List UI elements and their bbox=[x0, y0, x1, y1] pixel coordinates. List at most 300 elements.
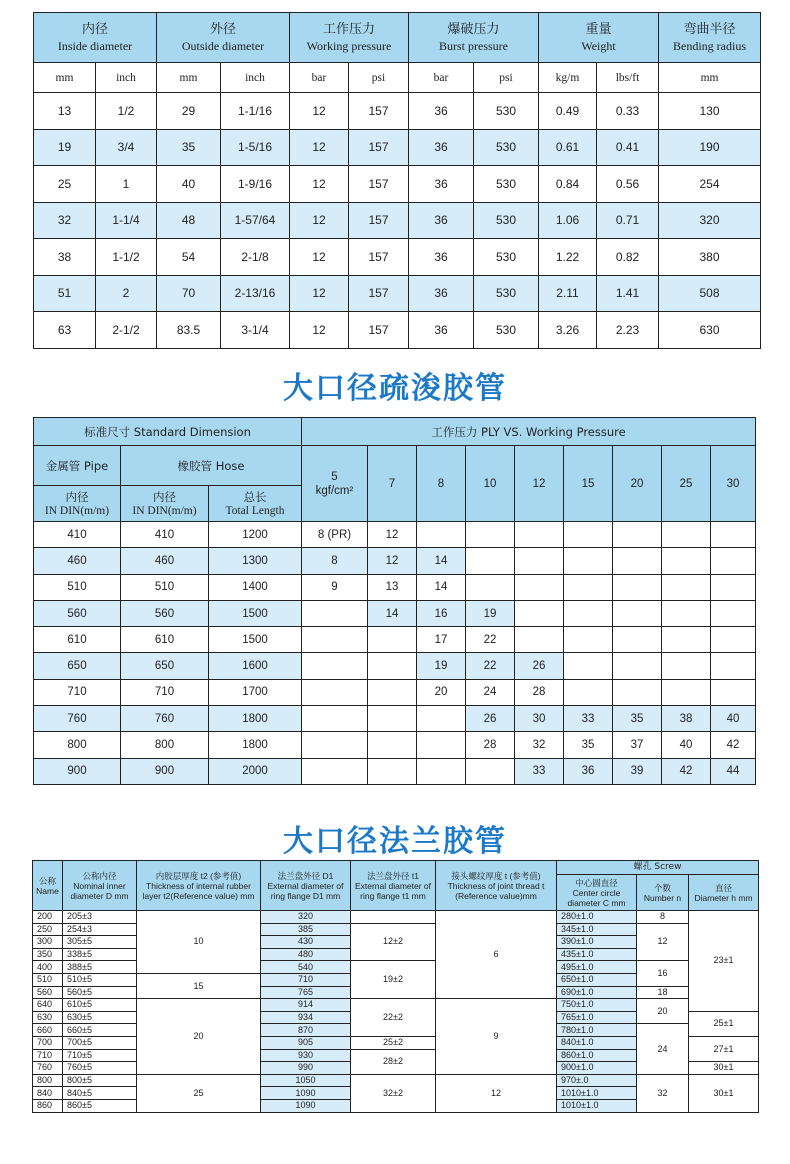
table-cell: 33 bbox=[515, 758, 564, 784]
table-cell bbox=[466, 758, 515, 784]
table-cell: 1400 bbox=[209, 574, 302, 600]
header-inside-diameter: 内径 Inside diameter bbox=[34, 13, 157, 63]
table-cell: 83.5 bbox=[157, 312, 221, 349]
table-cell: 12 bbox=[290, 129, 349, 166]
center-circle-cell: 280±1.0 bbox=[557, 911, 637, 924]
table-cell: 39 bbox=[613, 758, 662, 784]
table-cell: 1500 bbox=[209, 600, 302, 626]
pressure-header: 20 bbox=[613, 446, 662, 522]
center-circle-cell: 650±1.0 bbox=[557, 973, 637, 986]
table-cell: 1-1/16 bbox=[221, 93, 290, 130]
table-cell bbox=[613, 653, 662, 679]
table-cell bbox=[564, 522, 613, 548]
rubber-thickness-cell: 25 bbox=[137, 1074, 261, 1112]
table-cell: 1800 bbox=[209, 732, 302, 758]
header-hose-inner-diameter: 内径 IN DIN(m/m) bbox=[121, 486, 209, 522]
hole-number-cell: 12 bbox=[637, 923, 689, 961]
table-cell: 530 bbox=[474, 93, 539, 130]
nominal-cell: 254±3 bbox=[63, 923, 137, 936]
table-cell: 12 bbox=[290, 275, 349, 312]
flange-diameter-cell: 480 bbox=[261, 948, 351, 961]
table-cell: 3/4 bbox=[96, 129, 157, 166]
table-cell: 0.84 bbox=[539, 166, 597, 203]
name-cell: 400 bbox=[33, 961, 63, 974]
table-cell bbox=[662, 522, 711, 548]
table-cell: 1-57/64 bbox=[221, 202, 290, 239]
table-cell: 157 bbox=[349, 275, 409, 312]
table-cell: 157 bbox=[349, 312, 409, 349]
table-cell: 530 bbox=[474, 129, 539, 166]
table-row bbox=[34, 522, 756, 548]
center-circle-cell: 345±1.0 bbox=[557, 923, 637, 936]
table-cell: 35 bbox=[613, 706, 662, 732]
table-cell: 38 bbox=[34, 239, 96, 276]
table-cell: 190 bbox=[659, 129, 761, 166]
table-cell: 30 bbox=[515, 706, 564, 732]
table-cell: 8 bbox=[302, 548, 368, 574]
table-row bbox=[34, 574, 756, 600]
table-cell: 40 bbox=[711, 706, 756, 732]
table-cell bbox=[417, 522, 466, 548]
table-cell: 54 bbox=[157, 239, 221, 276]
table-cell bbox=[368, 732, 417, 758]
table-cell: 1.06 bbox=[539, 202, 597, 239]
table-cell bbox=[564, 600, 613, 626]
center-circle-cell: 495±1.0 bbox=[557, 961, 637, 974]
hole-number-cell: 32 bbox=[637, 1074, 689, 1112]
hole-number-cell: 24 bbox=[637, 1024, 689, 1074]
name-cell: 250 bbox=[33, 923, 63, 936]
table-cell: 51 bbox=[34, 275, 96, 312]
name-cell: 630 bbox=[33, 1011, 63, 1024]
table-cell: 157 bbox=[349, 129, 409, 166]
center-circle-cell: 840±1.0 bbox=[557, 1036, 637, 1049]
table-cell: 22 bbox=[466, 653, 515, 679]
pressure-header: 8 bbox=[417, 446, 466, 522]
unit-cell: bar bbox=[409, 63, 474, 93]
center-circle-cell: 690±1.0 bbox=[557, 986, 637, 999]
table-cell bbox=[302, 732, 368, 758]
unit-cell: kg/m bbox=[539, 63, 597, 93]
flange-diameter-cell: 905 bbox=[261, 1036, 351, 1049]
header-rubber-thickness: 内胶层厚度 t2 (参考值) Thickness of internal rubber layer t2(Reference value) mm bbox=[137, 861, 261, 911]
hole-diameter-cell: 30±1 bbox=[689, 1074, 759, 1112]
header-total-length: 总长 Total Length bbox=[209, 486, 302, 522]
flange-thickness-cell: 32±2 bbox=[351, 1074, 436, 1112]
table-cell bbox=[711, 679, 756, 705]
table-cell: 38 bbox=[662, 706, 711, 732]
table-cell bbox=[368, 653, 417, 679]
center-circle-cell: 750±1.0 bbox=[557, 999, 637, 1012]
table-cell: 26 bbox=[466, 706, 515, 732]
header-nominal-diameter: 公称内径 Nominal inner diameter D mm bbox=[63, 861, 137, 911]
name-cell: 640 bbox=[33, 999, 63, 1012]
section-title-dredging-hose: 大口径疏浚胶管 bbox=[283, 371, 507, 406]
table-cell bbox=[711, 522, 756, 548]
header-hole-diameter: 直径 Diameter h mm bbox=[689, 875, 759, 911]
table-cell: 650 bbox=[121, 653, 209, 679]
table-cell: 508 bbox=[659, 275, 761, 312]
table-cell: 12 bbox=[368, 522, 417, 548]
table-cell: 1-1/2 bbox=[96, 239, 157, 276]
table-cell bbox=[302, 758, 368, 784]
table-cell: 36 bbox=[409, 129, 474, 166]
table-cell bbox=[711, 600, 756, 626]
table-cell bbox=[613, 522, 662, 548]
name-cell: 800 bbox=[33, 1074, 63, 1087]
rubber-thickness-cell: 15 bbox=[137, 973, 261, 998]
table-cell: 510 bbox=[34, 574, 121, 600]
table-cell: 254 bbox=[659, 166, 761, 203]
table-cell: 2.23 bbox=[597, 312, 659, 349]
table-cell: 710 bbox=[34, 679, 121, 705]
table-row bbox=[34, 129, 761, 166]
table-cell bbox=[613, 600, 662, 626]
table-cell bbox=[711, 627, 756, 653]
table-cell: 1800 bbox=[209, 706, 302, 732]
table-cell: 36 bbox=[409, 275, 474, 312]
pressure-header: 25 bbox=[662, 446, 711, 522]
unit-cell: mm bbox=[659, 63, 761, 93]
table-row bbox=[34, 653, 756, 679]
table-cell bbox=[711, 574, 756, 600]
table-row bbox=[34, 548, 756, 574]
table-cell bbox=[417, 758, 466, 784]
table-cell: 37 bbox=[613, 732, 662, 758]
table-cell: 560 bbox=[34, 600, 121, 626]
table-cell: 19 bbox=[34, 129, 96, 166]
table-cell bbox=[662, 574, 711, 600]
table-cell bbox=[302, 706, 368, 732]
table-cell: 130 bbox=[659, 93, 761, 130]
center-circle-cell: 765±1.0 bbox=[557, 1011, 637, 1024]
flange-diameter-cell: 934 bbox=[261, 1011, 351, 1024]
dredging-hose-table bbox=[33, 417, 756, 785]
center-circle-cell: 970±.0 bbox=[557, 1074, 637, 1087]
table-cell: 35 bbox=[564, 732, 613, 758]
table-cell: 0.33 bbox=[597, 93, 659, 130]
flange-diameter-cell: 710 bbox=[261, 973, 351, 986]
flange-diameter-cell: 1090 bbox=[261, 1099, 351, 1112]
nominal-cell: 800±5 bbox=[63, 1074, 137, 1087]
table-cell: 32 bbox=[34, 202, 96, 239]
table-cell bbox=[564, 679, 613, 705]
name-cell: 710 bbox=[33, 1049, 63, 1062]
table-row bbox=[34, 627, 756, 653]
table-cell: 460 bbox=[34, 548, 121, 574]
header-flange-outer-diameter: 法兰盘外径 D1 External diameter of ring flange D1 mm bbox=[261, 861, 351, 911]
table-cell: 40 bbox=[157, 166, 221, 203]
table-cell: 710 bbox=[121, 679, 209, 705]
center-circle-cell: 1010±1.0 bbox=[557, 1087, 637, 1100]
hole-diameter-cell: 30±1 bbox=[689, 1062, 759, 1075]
header-number: 个数 Number n bbox=[637, 875, 689, 911]
header-bending-radius: 弯曲半径 Bending radius bbox=[659, 13, 761, 63]
hole-diameter-cell: 25±1 bbox=[689, 1011, 759, 1036]
name-cell: 350 bbox=[33, 948, 63, 961]
header-flange-thickness: 法兰盘外径 t1 External diameter of ring flange t1 mm bbox=[351, 861, 436, 911]
name-cell: 300 bbox=[33, 936, 63, 949]
table-cell: 12 bbox=[290, 166, 349, 203]
header-pipe: 金属管 Pipe bbox=[34, 446, 121, 486]
hole-number-cell: 18 bbox=[637, 986, 689, 999]
table-cell: 12 bbox=[290, 312, 349, 349]
table-cell: 157 bbox=[349, 239, 409, 276]
table-cell: 14 bbox=[417, 574, 466, 600]
table-cell: 12 bbox=[290, 202, 349, 239]
name-cell: 560 bbox=[33, 986, 63, 999]
table-cell: 36 bbox=[564, 758, 613, 784]
table-cell: 900 bbox=[34, 758, 121, 784]
flange-diameter-cell: 320 bbox=[261, 911, 351, 924]
table-cell: 1700 bbox=[209, 679, 302, 705]
table-cell: 12 bbox=[290, 239, 349, 276]
table-cell bbox=[564, 653, 613, 679]
table-cell: 33 bbox=[564, 706, 613, 732]
table-cell bbox=[368, 627, 417, 653]
flange-thickness-cell: 28±2 bbox=[351, 1049, 436, 1074]
name-cell: 660 bbox=[33, 1024, 63, 1037]
table-cell bbox=[662, 548, 711, 574]
flange-thickness-cell: 22±2 bbox=[351, 999, 436, 1037]
table-cell bbox=[515, 627, 564, 653]
table-cell: 1-9/16 bbox=[221, 166, 290, 203]
table-cell: 19 bbox=[466, 600, 515, 626]
table-cell: 530 bbox=[474, 275, 539, 312]
table-row bbox=[33, 1074, 759, 1087]
center-circle-cell: 435±1.0 bbox=[557, 948, 637, 961]
table-row bbox=[34, 679, 756, 705]
pressure-kgf-header: 5 kgf/cm² bbox=[302, 446, 368, 522]
table-cell: 1200 bbox=[209, 522, 302, 548]
table-cell: 63 bbox=[34, 312, 96, 349]
table-cell: 157 bbox=[349, 202, 409, 239]
unit-cell: psi bbox=[349, 63, 409, 93]
table-cell: 36 bbox=[409, 202, 474, 239]
table-row bbox=[34, 732, 756, 758]
nominal-cell: 338±5 bbox=[63, 948, 137, 961]
center-circle-cell: 390±1.0 bbox=[557, 936, 637, 949]
table-row bbox=[34, 93, 761, 130]
table-cell: 0.61 bbox=[539, 129, 597, 166]
table-cell: 320 bbox=[659, 202, 761, 239]
table-cell bbox=[302, 600, 368, 626]
unit-cell: inch bbox=[96, 63, 157, 93]
nominal-cell: 710±5 bbox=[63, 1049, 137, 1062]
table-cell bbox=[613, 574, 662, 600]
table-row bbox=[34, 706, 756, 732]
table-cell: 0.56 bbox=[597, 166, 659, 203]
flange-thickness-cell bbox=[351, 911, 436, 924]
hose-spec-table bbox=[33, 12, 761, 349]
table-cell bbox=[302, 679, 368, 705]
thread-thickness-cell: 12 bbox=[436, 1074, 557, 1112]
table-cell: 157 bbox=[349, 166, 409, 203]
table-cell: 460 bbox=[121, 548, 209, 574]
table-row bbox=[33, 911, 759, 924]
table-cell bbox=[302, 627, 368, 653]
flange-diameter-cell: 1050 bbox=[261, 1074, 351, 1087]
table-cell bbox=[613, 679, 662, 705]
table-cell: 17 bbox=[417, 627, 466, 653]
table-cell: 1/2 bbox=[96, 93, 157, 130]
nominal-cell: 760±5 bbox=[63, 1062, 137, 1075]
table-cell bbox=[564, 574, 613, 600]
table-cell: 157 bbox=[349, 93, 409, 130]
header-name: 公称 Name bbox=[33, 861, 63, 911]
table-cell bbox=[515, 548, 564, 574]
table-cell: 1300 bbox=[209, 548, 302, 574]
table-cell: 530 bbox=[474, 239, 539, 276]
unit-cell: psi bbox=[474, 63, 539, 93]
name-cell: 700 bbox=[33, 1036, 63, 1049]
table-cell: 380 bbox=[659, 239, 761, 276]
nominal-cell: 205±3 bbox=[63, 911, 137, 924]
flange-diameter-cell: 765 bbox=[261, 986, 351, 999]
table-cell bbox=[662, 600, 711, 626]
table-cell: 800 bbox=[121, 732, 209, 758]
table-cell: 630 bbox=[659, 312, 761, 349]
unit-cell: mm bbox=[34, 63, 96, 93]
table-cell: 42 bbox=[662, 758, 711, 784]
hole-diameter-cell: 27±1 bbox=[689, 1036, 759, 1061]
table-cell: 1600 bbox=[209, 653, 302, 679]
table-row bbox=[33, 999, 759, 1012]
nominal-cell: 660±5 bbox=[63, 1024, 137, 1037]
table-cell: 410 bbox=[34, 522, 121, 548]
table-cell: 2 bbox=[96, 275, 157, 312]
nominal-cell: 610±5 bbox=[63, 999, 137, 1012]
table-row bbox=[34, 202, 761, 239]
name-cell: 510 bbox=[33, 973, 63, 986]
table-cell bbox=[711, 653, 756, 679]
flange-thickness-cell: 19±2 bbox=[351, 961, 436, 999]
header-screw: 螺孔 Screw bbox=[557, 861, 759, 875]
table-cell: 610 bbox=[34, 627, 121, 653]
flange-diameter-cell: 430 bbox=[261, 936, 351, 949]
table-cell: 25 bbox=[34, 166, 96, 203]
table-cell: 1 bbox=[96, 166, 157, 203]
table-cell: 48 bbox=[157, 202, 221, 239]
nominal-cell: 840±5 bbox=[63, 1087, 137, 1100]
table-cell: 2.11 bbox=[539, 275, 597, 312]
table-cell: 2-13/16 bbox=[221, 275, 290, 312]
hole-number-cell: 20 bbox=[637, 999, 689, 1024]
table-cell: 760 bbox=[121, 706, 209, 732]
table-cell: 0.82 bbox=[597, 239, 659, 276]
name-cell: 840 bbox=[33, 1087, 63, 1100]
table-cell: 40 bbox=[662, 732, 711, 758]
table-cell: 560 bbox=[121, 600, 209, 626]
table-row bbox=[34, 239, 761, 276]
flange-thickness-cell: 25±2 bbox=[351, 1036, 436, 1049]
nominal-cell: 630±5 bbox=[63, 1011, 137, 1024]
table-cell bbox=[368, 706, 417, 732]
table-cell bbox=[368, 758, 417, 784]
table-cell: 12 bbox=[290, 93, 349, 130]
nominal-cell: 560±5 bbox=[63, 986, 137, 999]
table-cell: 800 bbox=[34, 732, 121, 758]
table-cell bbox=[711, 548, 756, 574]
flange-diameter-cell: 1090 bbox=[261, 1087, 351, 1100]
table-cell bbox=[515, 600, 564, 626]
table-row bbox=[34, 758, 756, 784]
unit-cell: mm bbox=[157, 63, 221, 93]
header-thread-thickness: 接头螺纹厚度 t (参考值) Thickness of joint thread t (Reference value)mm bbox=[436, 861, 557, 911]
table-cell: 2000 bbox=[209, 758, 302, 784]
table-cell: 13 bbox=[34, 93, 96, 130]
table-cell: 19 bbox=[417, 653, 466, 679]
table-cell: 8 (PR) bbox=[302, 522, 368, 548]
table-cell bbox=[662, 627, 711, 653]
table-cell: 1500 bbox=[209, 627, 302, 653]
pressure-header: 15 bbox=[564, 446, 613, 522]
header-standard-dimension: 标准尺寸 Standard Dimension bbox=[34, 418, 302, 446]
table-cell: 22 bbox=[466, 627, 515, 653]
unit-cell: inch bbox=[221, 63, 290, 93]
table-cell bbox=[564, 627, 613, 653]
table-cell: 20 bbox=[417, 679, 466, 705]
table-cell: 14 bbox=[417, 548, 466, 574]
table-cell: 24 bbox=[466, 679, 515, 705]
flange-diameter-cell: 914 bbox=[261, 999, 351, 1012]
nominal-cell: 510±5 bbox=[63, 973, 137, 986]
table-cell: 0.49 bbox=[539, 93, 597, 130]
table-cell bbox=[613, 627, 662, 653]
table-cell bbox=[302, 653, 368, 679]
pressure-header: 12 bbox=[515, 446, 564, 522]
nominal-cell: 700±5 bbox=[63, 1036, 137, 1049]
header-pipe-inner-diameter: 内径 IN DIN(m/m) bbox=[34, 486, 121, 522]
table-cell: 28 bbox=[466, 732, 515, 758]
table-cell: 900 bbox=[121, 758, 209, 784]
table-cell: 410 bbox=[121, 522, 209, 548]
table-cell: 3-1/4 bbox=[221, 312, 290, 349]
table-cell bbox=[662, 653, 711, 679]
table-cell: 760 bbox=[34, 706, 121, 732]
table-cell bbox=[466, 522, 515, 548]
flange-diameter-cell: 385 bbox=[261, 923, 351, 936]
table-cell: 36 bbox=[409, 239, 474, 276]
table-cell: 36 bbox=[409, 166, 474, 203]
table-cell: 35 bbox=[157, 129, 221, 166]
flange-diameter-cell: 540 bbox=[261, 961, 351, 974]
table-cell: 530 bbox=[474, 166, 539, 203]
unit-cell: lbs/ft bbox=[597, 63, 659, 93]
table-cell: 3.26 bbox=[539, 312, 597, 349]
table-cell: 2-1/2 bbox=[96, 312, 157, 349]
table-cell: 610 bbox=[121, 627, 209, 653]
nominal-cell: 305±5 bbox=[63, 936, 137, 949]
nominal-cell: 388±5 bbox=[63, 961, 137, 974]
header-center-circle: 中心圆直径 Center circle diameter C mm bbox=[557, 875, 637, 911]
table-cell: 1-5/16 bbox=[221, 129, 290, 166]
flange-thickness-cell: 12±2 bbox=[351, 923, 436, 961]
center-circle-cell: 1010±1.0 bbox=[557, 1099, 637, 1112]
table-cell: 36 bbox=[409, 93, 474, 130]
name-cell: 760 bbox=[33, 1062, 63, 1075]
table-cell bbox=[417, 732, 466, 758]
table-cell: 28 bbox=[515, 679, 564, 705]
pressure-header: 10 bbox=[466, 446, 515, 522]
hole-number-cell: 16 bbox=[637, 961, 689, 986]
table-cell bbox=[368, 679, 417, 705]
table-row bbox=[34, 312, 761, 349]
table-cell: 650 bbox=[34, 653, 121, 679]
hole-diameter-cell: 23±1 bbox=[689, 911, 759, 1012]
table-cell: 70 bbox=[157, 275, 221, 312]
table-row bbox=[34, 166, 761, 203]
